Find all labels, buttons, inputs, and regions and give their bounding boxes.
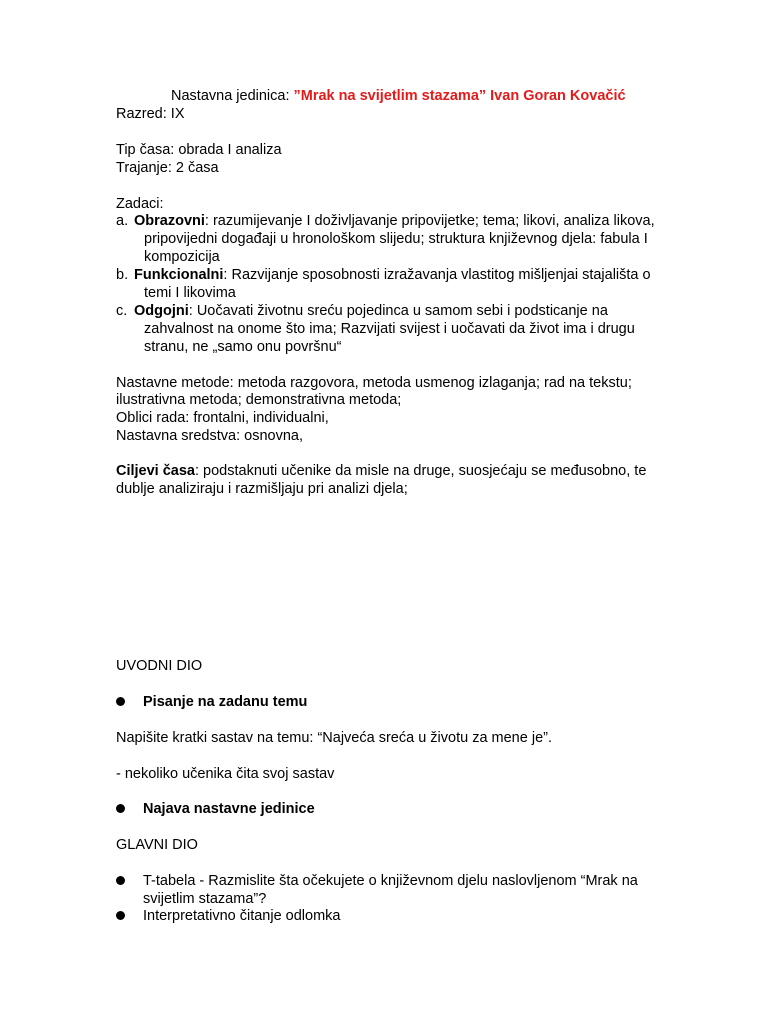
task-a-label: Obrazovni <box>134 213 205 229</box>
task-c-letter: c. <box>116 303 128 319</box>
task-b-text-1: : Razvijanje sposobnosti izražavanja vlastitog mišljenjai stajališta o <box>223 267 651 283</box>
bullet-dot <box>116 697 125 706</box>
goals-label: Ciljevi časa <box>116 463 195 479</box>
goals-line-2: dublje analiziraju i razmišljaju pri analizi djela; <box>116 481 408 497</box>
main-bullet-reading: Interpretativno čitanje odlomka <box>143 908 341 924</box>
task-a-text-1: : razumijevanje I doživljavanje pripovijetke; tema; likovi, analiza likova, <box>204 213 655 229</box>
task-a-letter: a. <box>116 213 129 229</box>
main-bullet-ttable-line-1: T-tabela - Razmislite šta očekujete o književnom djelu naslovljenom “Mrak na <box>143 873 638 889</box>
task-b-line-1 <box>134 266 651 284</box>
task-b-letter: b. <box>116 267 129 283</box>
goals-text-1: : podstaknuti učenike da misle na druge, suosjećaju se međusobno, te <box>195 463 647 479</box>
task-b-line-2: temi I likovima <box>144 285 236 301</box>
bullet-dot <box>116 804 125 813</box>
lesson-title-work: ”Mrak na svijetlim stazama” Ivan Goran Kovačić <box>293 88 626 104</box>
essay-prompt: Napišite kratki sastav na temu: “Najveća sreća u životu za mene je”. <box>116 730 552 746</box>
intro-bullet-writing: Pisanje na zadanu temu <box>143 694 308 710</box>
intro-heading: UVODNI DIO <box>116 658 203 674</box>
duration-line: Trajanje: 2 časa <box>116 160 219 176</box>
task-c-label: Odgojni <box>134 303 189 319</box>
intro-bullet-announcement: Najava nastavne jedinice <box>143 801 315 817</box>
task-a-line-1 <box>134 212 655 230</box>
task-c-text-1: : Uočavati životnu sreću pojedinca u samom sebi i podsticanje na <box>188 303 608 319</box>
task-c-line-2: zahvalnost na onome što ima; Razvijati svijest i uočavati da život ima i drugu <box>144 321 635 337</box>
task-c-line-3: stranu, ne „samo onu površnu“ <box>144 339 342 355</box>
tasks-heading: Zadaci: <box>116 196 164 212</box>
bullet-dot <box>116 876 125 885</box>
lesson-type-line: Tip časa: obrada I analiza <box>116 142 282 158</box>
goals-line-1 <box>116 462 646 480</box>
task-b-label: Funkcionalni <box>134 267 224 283</box>
teaching-aids-line: Nastavna sredstva: osnovna, <box>116 428 303 444</box>
lesson-title <box>171 87 626 105</box>
main-heading: GLAVNI DIO <box>116 837 198 853</box>
task-a-line-2: pripovijedni događaji u hronološkom slijedu; struktura književnog djela: fabula I <box>144 231 648 247</box>
methods-line-2: ilustrativna metoda; demonstrativna metoda; <box>116 392 402 408</box>
grade-line: Razred: IX <box>116 106 185 122</box>
task-a-line-3: kompozicija <box>144 249 220 265</box>
bullet-dot <box>116 911 125 920</box>
task-c-line-1 <box>134 302 608 320</box>
lesson-title-prefix: Nastavna jedinica: <box>171 88 294 104</box>
work-forms-line: Oblici rada: frontalni, individualni, <box>116 410 329 426</box>
methods-line-1: Nastavne metode: metoda razgovora, metoda usmenog izlaganja; rad na tekstu; <box>116 375 632 391</box>
students-read-line: - nekoliko učenika čita svoj sastav <box>116 766 335 782</box>
main-bullet-ttable-line-2: svijetlim stazama”? <box>143 891 267 907</box>
